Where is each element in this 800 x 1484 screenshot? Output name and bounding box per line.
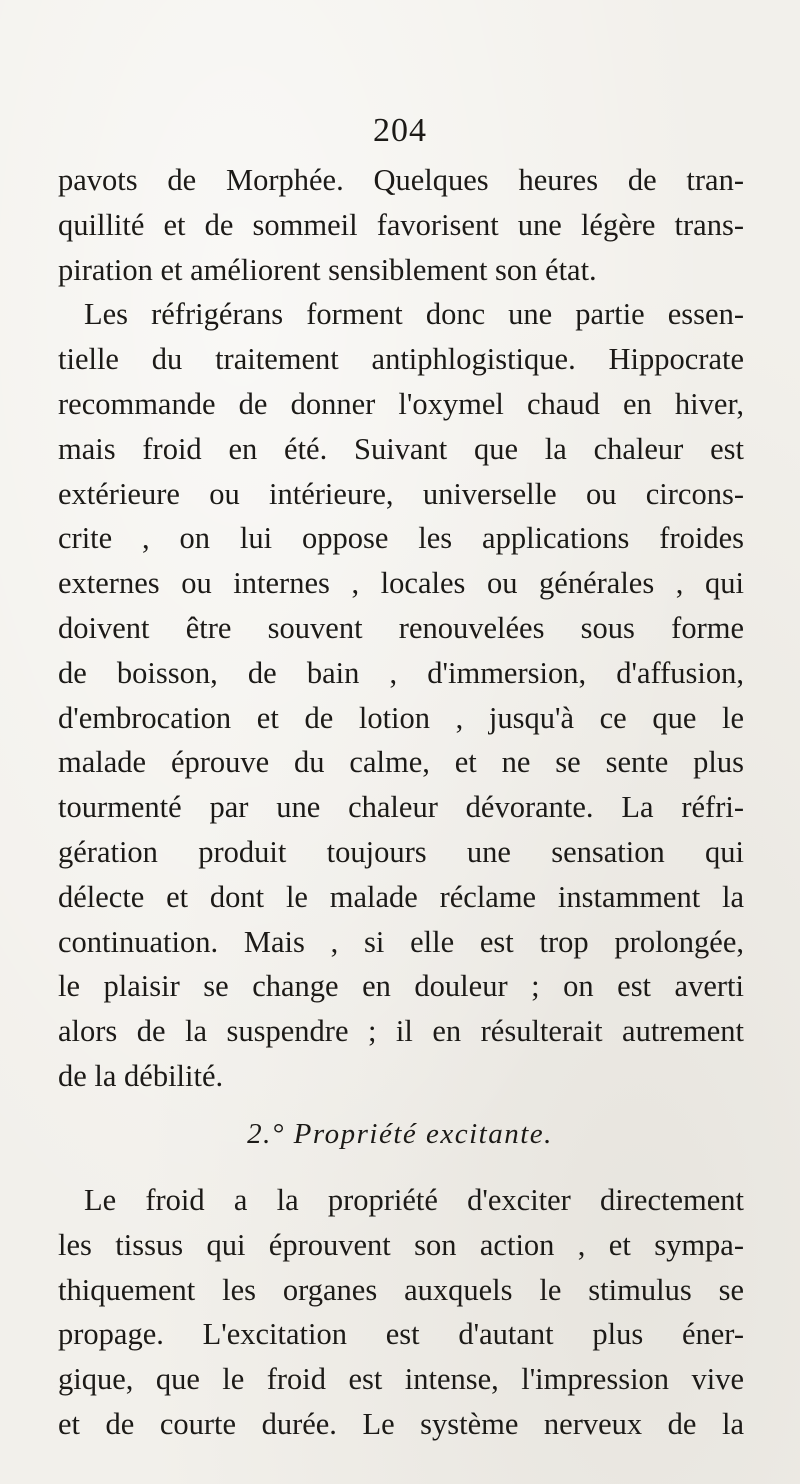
text-line: extérieure ou intérieure, universelle ou circons-	[58, 476, 744, 511]
section-heading: 2.° Propriété excitante.	[247, 1118, 553, 1150]
text-line: tourmenté par une chaleur dévorante. La réfri-	[58, 790, 744, 825]
text-line: gique, que le froid est intense, l'impression vive	[58, 1362, 744, 1397]
text-line: propage. L'excitation est d'autant plus éner-	[58, 1317, 744, 1352]
text-line: gération produit toujours une sensation qui	[58, 834, 744, 869]
text-line: Les réfrigérans forment donc une partie essen-	[84, 297, 744, 332]
text-line: délecte et dont le malade réclame instamment la	[58, 879, 744, 914]
paragraph-2	[58, 292, 744, 1098]
text-line: thiquement les organes auxquels le stimulus se	[58, 1272, 744, 1307]
page-number: 204	[373, 112, 427, 149]
text-line: externes ou internes , locales ou générales , qui	[58, 566, 744, 601]
body-text	[58, 158, 744, 1099]
text-line: malade éprouve du calme, et ne se sente plus	[58, 745, 744, 780]
text-line: alors de la suspendre ; il en résulterait autrement	[58, 1014, 744, 1049]
text-line: crite , on lui oppose les applications froides	[58, 521, 744, 556]
paragraph-3	[58, 1178, 744, 1447]
text-line: piration et améliorent sensiblement son état.	[58, 252, 597, 287]
paragraph-1	[58, 158, 744, 292]
text-line: d'embrocation et de lotion , jusqu'à ce que le	[58, 700, 744, 735]
text-line: et de courte durée. Le système nerveux de la	[58, 1406, 744, 1441]
text-line: mais froid en été. Suivant que la chaleur est	[58, 431, 744, 466]
text-line: tielle du traitement antiphlogistique. Hippocrate	[58, 342, 744, 377]
text-line: quillité et de sommeil favorisent une légère trans-	[58, 207, 744, 242]
text-line: les tissus qui éprouvent son action , et sympa-	[58, 1227, 744, 1262]
text-line: pavots de Morphée. Quelques heures de tran-	[58, 163, 744, 197]
text-line: Le froid a la propriété d'exciter directement	[84, 1183, 744, 1217]
text-line: recommande de donner l'oxymel chaud en hiver,	[58, 386, 744, 421]
text-line: de la débilité.	[58, 1058, 224, 1093]
text-line: le plaisir se change en douleur ; on est averti	[58, 969, 744, 1004]
text-line: continuation. Mais , si elle est trop prolongée,	[58, 924, 744, 959]
text-line: doivent être souvent renouvelées sous forme	[58, 610, 744, 645]
body-text-continued	[58, 1178, 744, 1447]
text-line: de boisson, de bain , d'immersion, d'affusion,	[58, 655, 744, 690]
